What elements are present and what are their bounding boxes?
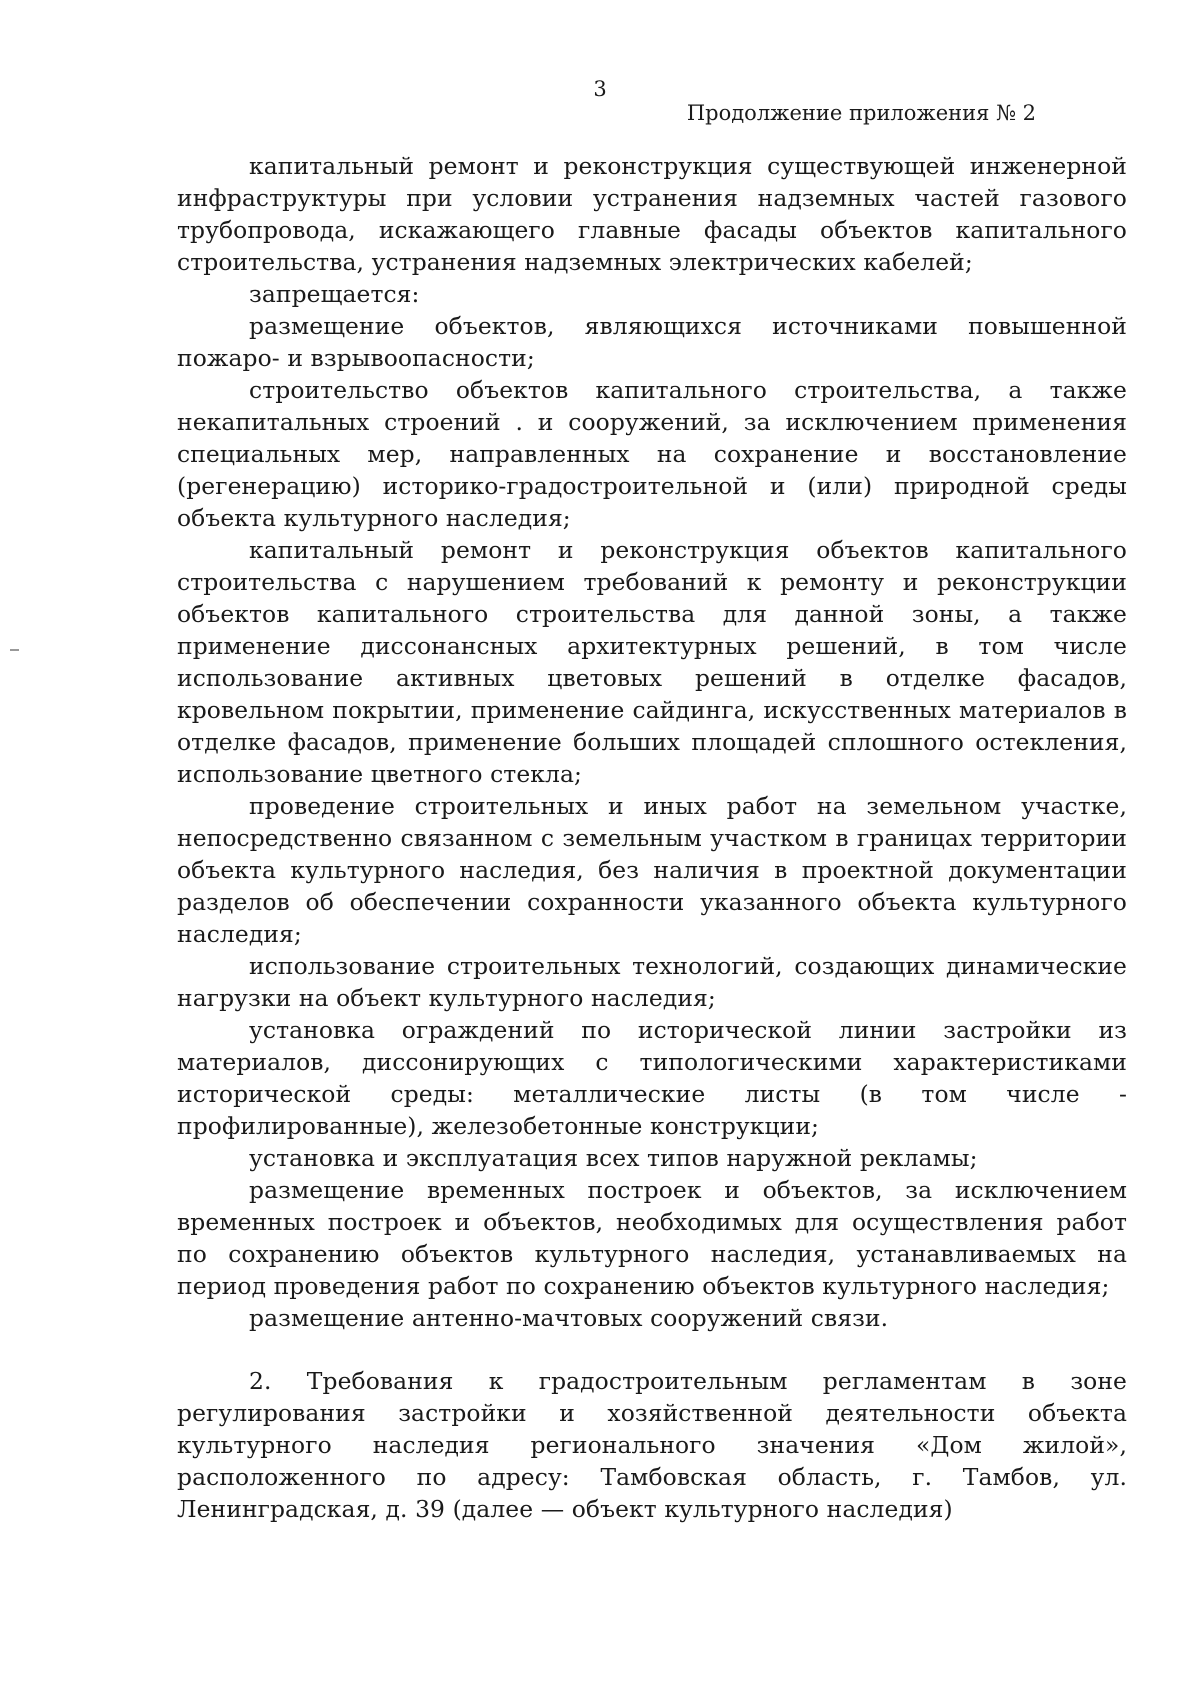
paragraph-dynamic-loads: использование строительных технологий, создающих динамические нагрузки на объект культурного наследия; (177, 952, 1127, 1012)
paragraph-land-works: проведение строительных и иных работ на земельном участке, непосредственно связанном с земельным участком в границах территории объекта культурного наследия, без наличия в проектной документации разделов об обеспечении сохранности указанного объекта культурного наследия; (177, 792, 1127, 948)
paragraph-temporary-buildings: размещение временных построек и объектов, за исключением временных построек и объектов, необходимых для осуществления работ по сохранению объектов культурного наследия, устанавливаемых на период проведения работ по сохранению объектов культурного наследия; (177, 1176, 1127, 1300)
paragraph-antenna: размещение антенно-мачтовых сооружений связи. (249, 1304, 889, 1332)
margin-mark (10, 649, 19, 651)
paragraph-construction: строительство объектов капитального строительства, а также некапитальных строений . и сооружений, за исключением применения специальных мер, направленных на сохранение и восстановление (регенерацию) историко-градостроительной и (или) природной среды объекта культурного наследия; (177, 376, 1127, 532)
paragraph-fire-hazard: размещение объектов, являющихся источниками повышенной пожаро- и взрывоопасности; (177, 312, 1127, 372)
paragraph-fences: установка ограждений по исторической линии застройки из материалов, диссонирующих с типологическими характеристиками исторической среды: металлические листы (в том числе - профилированные), железобетонные конструкции; (177, 1016, 1127, 1140)
appendix-continuation-label: Продолжение приложения № 2 (686, 101, 1036, 125)
paragraph-capital-repair: капитальный ремонт и реконструкция объектов капитального строительства с нарушением требований к ремонту и реконструкции объектов капитального строительства для данной зоны, а также применение диссонансных архитектурных решений, в том числе использование активных цветовых решений в отделке фасадов, кровельном покрытии, применение сайдинга, искусственных материалов в отделке фасадов, применение больших площадей сплошного остекления, использование цветного стекла; (177, 536, 1127, 788)
paragraph-utilities-repair: капитальный ремонт и реконструкция существующей инженерной инфраструктуры при условии устранения надземных частей газового трубопровода, искажающего главные фасады объектов капитального строительства, устранения надземных электрических кабелей; (177, 152, 1127, 276)
paragraph-prohibited-heading: запрещается: (249, 280, 420, 308)
section-2-heading: 2. Требования к градостроительным регламентам в зоне регулирования застройки и хозяйственной деятельности объекта культурного наследия регионального значения «Дом жилой», расположенного по адресу: Тамбовская область, г. Тамбов, ул. Ленинградская, д. 39 (далее — объект культурного наследия) (177, 1367, 1127, 1523)
page-number: 3 (593, 77, 607, 101)
document-body (177, 150, 1127, 1525)
paragraph-advertising: установка и эксплуатация всех типов наружной рекламы; (249, 1144, 978, 1172)
